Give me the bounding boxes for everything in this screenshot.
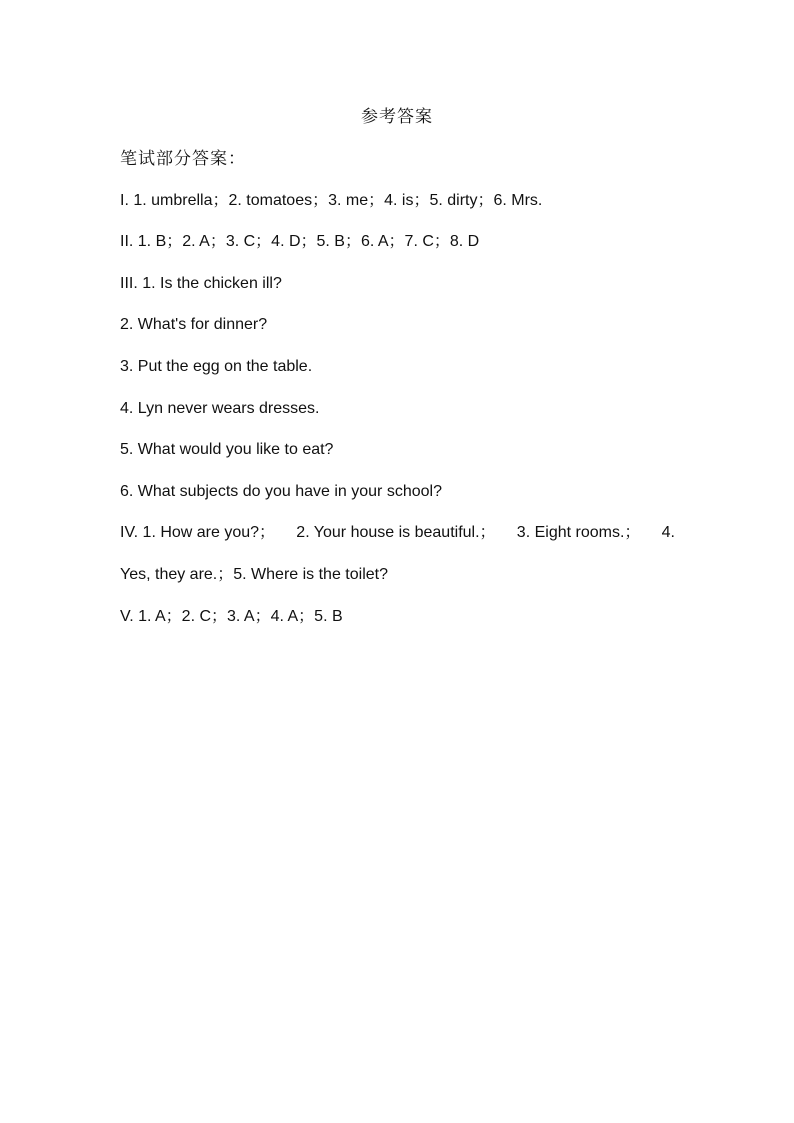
answer-part-1: I. 1. umbrella；2. tomatoes；3. me；4. is；5. dirty；6. Mrs. (120, 191, 543, 209)
answer-part-3-item-6: 6. What subjects do you have in your school? (120, 482, 442, 500)
answer-part-5: V. 1. A；2. C；3. A；4. A；5. B (120, 607, 343, 625)
answer-part-3-item-1: III. 1. Is the chicken ill? (120, 274, 282, 292)
answer-part-2: II. 1. B；2. A；3. C；4. D；5. B；6. A；7. C；8. D (120, 233, 480, 251)
answer-content (120, 146, 680, 645)
section-heading: 笔试部分答案： (120, 149, 246, 169)
answer-part-4-line-1 (120, 520, 675, 562)
answer-part-4-segment-2: 2. Your house is beautiful.； (296, 524, 496, 542)
answer-part-4-segment-1: IV. 1. How are you?； (120, 524, 276, 542)
answer-part-3-item-4: 4. Lyn never wears dresses. (120, 399, 320, 417)
document-title: 参考答案 (361, 107, 433, 127)
answer-part-3-item-2: 2. What's for dinner? (120, 316, 268, 334)
answer-part-3-item-3: 3. Put the egg on the table. (120, 357, 313, 375)
answer-part-3-item-5: 5. What would you like to eat? (120, 441, 334, 459)
answer-part-4-segment-3: 3. Eight rooms.； (516, 524, 641, 542)
answer-part-4-line-2: Yes, they are.；5. Where is the toilet? (120, 565, 388, 583)
answer-part-4-segment-4: 4. (661, 524, 675, 542)
